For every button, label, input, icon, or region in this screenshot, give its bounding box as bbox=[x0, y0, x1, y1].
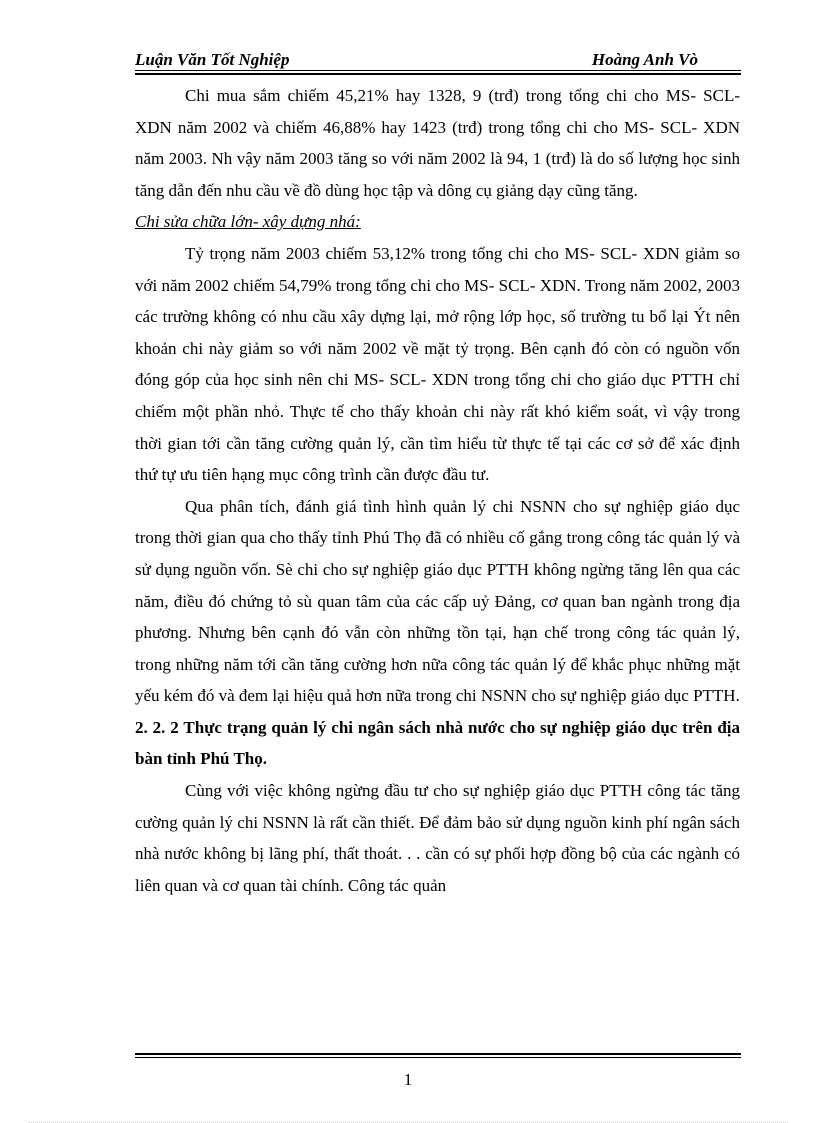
paragraph-repair-share: Tỷ trọng năm 2003 chiếm 53,12% trong tổng chi cho MS- SCL- XDN giảm so với năm 2002 chiếm 54,79% trong tổng chi cho MS- SCL- XDN. Trong năm 2002, 2003 các trường không có nhu cầu xây dựng lại, mở rộng lớp học, số trường tu bổ lại Ýt nên khoản chi này giảm so với năm 2002 về mặt tỷ trọng. Bên cạnh đó còn có nguồn vốn đóng góp của học sinh nên chi MS- SCL- XDN trong tổng chi cho giáo dục PTTH chỉ chiếm một phần nhỏ. Thực tế cho thấy khoản chi này rất khó kiểm soát, vì vậy trong thời gian tới cần tăng cường quản lý, cần tìm hiểu từ thực tế tại các cơ sở để xác định thứ tự ưu tiên hạng mục công trình cần được đầu tư. bbox=[135, 243, 740, 485]
footer-rule bbox=[135, 1057, 741, 1058]
paragraph-analysis: Qua phân tích, đánh giá tình hình quản lý chi NSNN cho sự nghiệp giáo dục trong thời gian qua cho thấy tỉnh Phú Thọ đã có nhiều cố gắng trong công tác quản lý và sử dụng nguồn vốn. Sè chi cho sự nghiệp giáo dục PTTH không ngừng tăng lên qua các năm, điều đó chứng tỏ sù quan tâm của các cấp uỷ Đảng, cơ quan ban ngành trong địa phương. Nhưng bên cạnh đó vẫn còn những tồn tại, hạn chế trong công tác quản lý, trong những năm tới cần tăng cường hơn nữa công tác quản lý để khắc phục những mặt yếu kém đó và đem lại hiệu quả hơn nữa trong chi NSNN cho sự nghiệp giáo dục PTTH. bbox=[135, 496, 740, 706]
page-header bbox=[135, 50, 741, 70]
subheading-repair-construction: Chi sửa chữa lớn- xây dựng nhá: bbox=[135, 212, 361, 232]
header-rule-double bbox=[135, 73, 741, 75]
paragraph-procurement: Chi mua sắm chiếm 45,21% hay 1328, 9 (trđ) trong tổng chi cho MS- SCL- XDN năm 2002 và chiếm 46,88% hay 1423 (trđ) trong tổng chi cho MS- SCL- XDN năm 2003. Nh vậy năm 2003 tăng so với năm 2002 là 94, 1 (trđ) là do số lượng học sinh tăng dẫn đến nhu cầu về đồ dùng học tập và dông cụ giảng dạy cũng tăng. bbox=[135, 86, 740, 200]
header-rule bbox=[135, 70, 741, 71]
header-author-name: Hoàng Anh Vò bbox=[591, 50, 698, 69]
header-thesis-title: Luận Văn Tốt Nghiệp bbox=[135, 50, 290, 69]
section-heading-2-2-2: 2. 2. 2 Thực trạng quản lý chi ngân sách nhà nước cho sự nghiệp giáo dục trên địa bàn tỉnh Phú Thọ. bbox=[135, 717, 740, 769]
page-body bbox=[135, 80, 740, 901]
footer-rule-double bbox=[135, 1053, 741, 1055]
page-number: 1 bbox=[403, 1070, 413, 1089]
paragraph-management: Cùng với việc không ngừng đầu tư cho sự nghiệp giáo dục PTTH công tác tăng cường quản lý chi NSNN là rất cần thiết. Để đảm bảo sử dụng nguồn kinh phí ngân sách nhà nước không bị lãng phí, thất thoát. . . cần có sự phối hợp đồng bộ của các ngành có liên quan và cơ quan tài chính. Công tác quản bbox=[135, 781, 740, 895]
